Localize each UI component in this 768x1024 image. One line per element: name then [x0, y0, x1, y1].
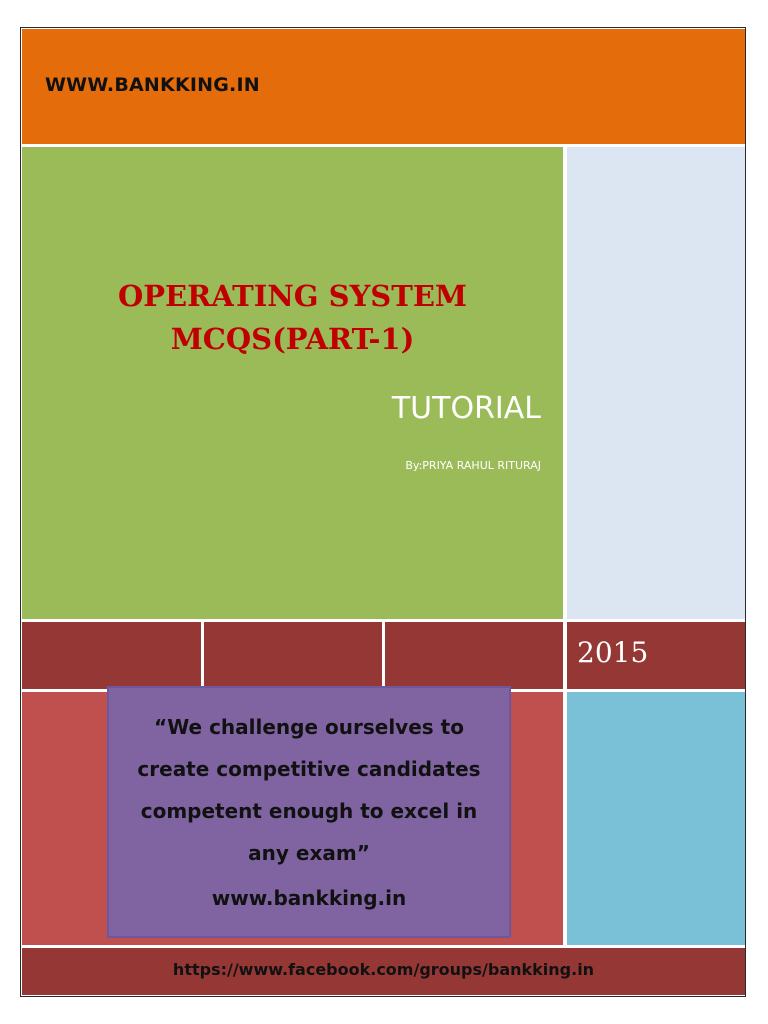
header-band [22, 29, 745, 144]
year-label: 2015 [577, 636, 649, 669]
strip-cell-1 [22, 622, 201, 689]
title-line-1: OPERATING SYSTEM [117, 279, 468, 313]
quote-box [107, 686, 511, 938]
facebook-group-link[interactable]: https://www.facebook.com/groups/bankking.in [172, 960, 595, 979]
year-cell [567, 622, 745, 689]
cyan-panel [567, 692, 745, 945]
quote-text: “We challenge ourselves to create competitive candidates competent enough to excel in any exam” [137, 715, 481, 865]
footer-band [22, 948, 745, 995]
quote-site-link[interactable]: www.bankking.in [211, 886, 407, 910]
strip-cell-2 [204, 622, 382, 689]
main-title [22, 275, 563, 361]
byline: By:PRIYA RAHUL RITURAJ [405, 459, 541, 472]
side-panel-top [567, 147, 745, 619]
title-panel [22, 147, 563, 619]
subtitle: TUTORIAL [391, 391, 541, 426]
site-title: WWW.BANKKING.IN [45, 74, 260, 96]
title-line-2: MCQS(PART-1) [170, 322, 415, 356]
strip-cell-3 [385, 622, 563, 689]
